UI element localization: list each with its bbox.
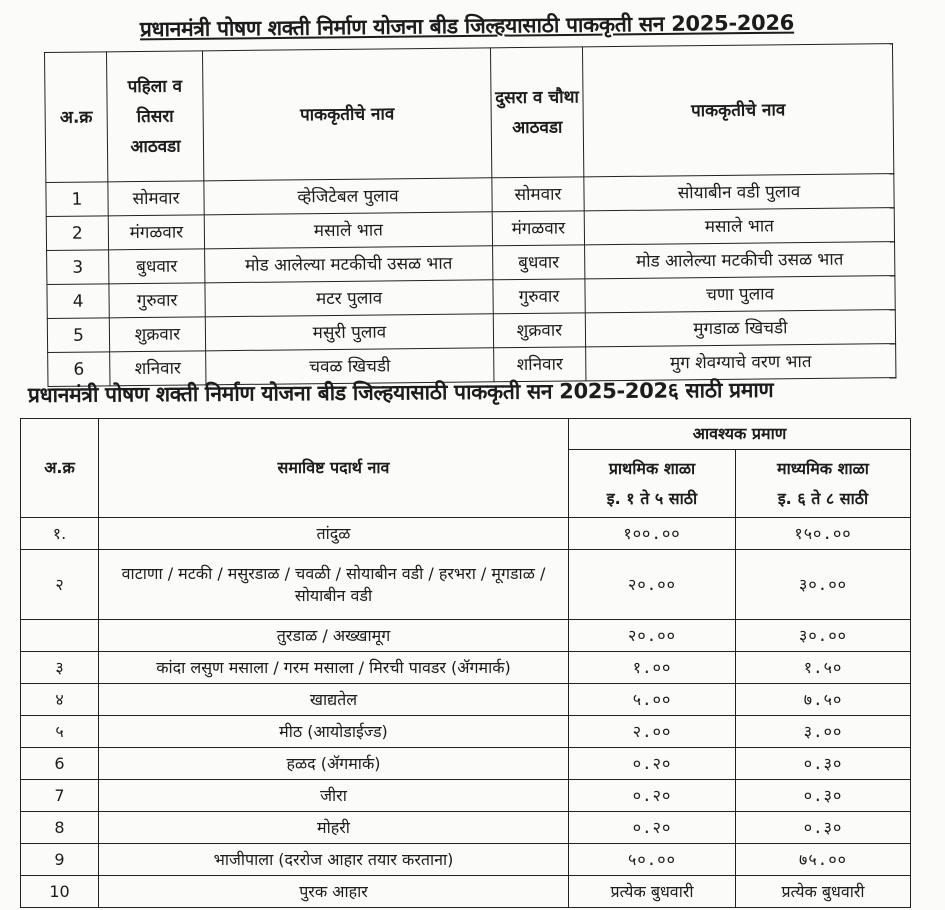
day-cell: बुधवार: [109, 249, 205, 284]
primary-qty-cell: २०.००: [569, 620, 736, 652]
header-dish-name-2: पाककृतीचे नाव: [582, 44, 893, 177]
header-secondary-school: [736, 450, 911, 518]
weekly-menu-table: [44, 43, 896, 387]
secondary-qty-cell: १.५०: [736, 652, 911, 684]
day-cell: मंगळवार: [492, 211, 584, 246]
ingredient-cell: खाद्यतेल: [99, 684, 569, 716]
dish-cell: मसुरी पुलाव: [205, 314, 493, 351]
dish-cell: मोड आलेल्या मटकीची उसळ भात: [205, 246, 493, 283]
header-serial: अ.क्र: [45, 52, 108, 183]
serial-cell: 7: [21, 780, 99, 812]
primary-qty-cell: २०.००: [569, 550, 736, 620]
serial-cell: 4: [47, 284, 109, 319]
ingredient-cell: जीरा: [99, 780, 569, 812]
serial-cell: 2: [46, 216, 108, 251]
quantity-row: [21, 812, 911, 844]
quantity-table-title: प्रधानमंत्री पोषण शक्ती निर्माण योजना बीड जिल्हयासाठी पाककृती सन 2025-202६ साठी प्रमाण: [27, 377, 774, 408]
menu-table-body: [46, 174, 896, 387]
quantity-table-body: [21, 518, 911, 908]
day-cell: सोमवार: [108, 181, 204, 216]
header-week-1-3: पहिला व तिसरा आठवडा: [107, 51, 204, 182]
serial-cell: 8: [21, 812, 99, 844]
primary-qty-cell: ५.००: [569, 684, 736, 716]
secondary-qty-cell: प्रत्येक बुधवारी: [736, 876, 911, 908]
serial-cell: 9: [21, 844, 99, 876]
dish-cell: मोड आलेल्या मटकीची उसळ भात: [585, 242, 895, 279]
primary-qty-cell: २.००: [569, 716, 736, 748]
ingredient-cell: वाटाणा / मटकी / मसुरडाळ / चवळी / सोयाबीन वडी / हरभरा / मूगडाळ / सोयाबीन वडी: [99, 550, 569, 620]
menu-table-title: प्रधानमंत्री पोषण शक्ती निर्माण योजना बीड जिल्हयासाठी पाककृती सन 2025-2026: [139, 10, 795, 42]
day-cell: बुधवार: [493, 245, 585, 280]
secondary-qty-cell: १५०.००: [736, 518, 911, 550]
dish-cell: चणा पुलाव: [585, 276, 895, 313]
dish-cell: मसाले भात: [584, 208, 894, 245]
header-week-2-4: दुसरा व चौथा आठवडा: [490, 47, 583, 178]
day-cell: सोमवार: [492, 177, 584, 212]
serial-cell: १.: [21, 518, 99, 550]
header-primary-school: [569, 450, 736, 518]
serial-cell: 10: [21, 876, 99, 908]
ingredient-quantity-table: [20, 418, 911, 908]
primary-qty-cell: ०.२०: [569, 780, 736, 812]
secondary-qty-cell: ३.००: [736, 716, 911, 748]
ingredient-cell: तांदुळ: [99, 518, 569, 550]
quantity-row: [21, 876, 911, 908]
secondary-qty-cell: ३०.००: [736, 550, 911, 620]
ingredient-cell: कांदा लसुण मसाला / गरम मसाला / मिरची पावडर (ॲगमार्क): [99, 652, 569, 684]
day-cell: शनिवार: [110, 351, 206, 386]
dish-cell: मुग शेवग्याचे वरण भात: [586, 344, 896, 381]
secondary-qty-cell: ०.३०: [736, 748, 911, 780]
dish-cell: मुगडाळ खिचडी: [585, 310, 895, 347]
header-ingredient: समाविष्ट पदार्थ नाव: [99, 419, 569, 518]
secondary-school-label: माध्यमिक शाळा: [777, 458, 869, 478]
secondary-qty-cell: ३०.००: [736, 620, 911, 652]
quantity-row: [21, 550, 911, 620]
serial-cell: ३: [21, 652, 99, 684]
quantity-row: [21, 684, 911, 716]
day-cell: शुक्रवार: [109, 317, 205, 352]
serial-cell: 6: [21, 748, 99, 780]
dish-cell: सोयाबीन वडी पुलाव: [584, 174, 894, 211]
serial-cell: ५: [21, 716, 99, 748]
primary-qty-cell: ५०.००: [569, 844, 736, 876]
primary-school-label: प्राथमिक शाळा: [608, 458, 696, 478]
quantity-row: [21, 780, 911, 812]
secondary-qty-cell: ७.५०: [736, 684, 911, 716]
quantity-row: [21, 716, 911, 748]
quantity-row: [21, 652, 911, 684]
quantity-row: [21, 748, 911, 780]
secondary-qty-cell: ७५.००: [736, 844, 911, 876]
header-dish-name-1: पाककृतीचे नाव: [202, 48, 491, 181]
dish-cell: मटर पुलाव: [205, 280, 493, 317]
ingredient-cell: तुरडाळ / अख्खामूग: [99, 620, 569, 652]
dish-cell: व्हेजिटेबल पुलाव: [204, 178, 492, 215]
quantity-row: [21, 518, 911, 550]
dish-cell: चवळ खिचडी: [206, 348, 494, 385]
primary-qty-cell: ०.२०: [569, 812, 736, 844]
secondary-qty-cell: ०.३०: [736, 780, 911, 812]
ingredient-cell: मोहरी: [99, 812, 569, 844]
day-cell: मंगळवार: [108, 215, 204, 250]
serial-cell: 6: [48, 352, 110, 387]
header-required-quantity: आवश्यक प्रमाण: [569, 419, 911, 450]
header-serial: अ.क्र: [21, 419, 99, 518]
secondary-qty-cell: ०.३०: [736, 812, 911, 844]
serial-cell: २: [21, 550, 99, 620]
dish-cell: मसाले भात: [204, 212, 492, 249]
day-cell: शुक्रवार: [493, 313, 585, 348]
primary-school-grades: इ. १ ते ५ साठी: [606, 488, 698, 508]
serial-cell: 1: [46, 182, 108, 217]
quantity-row: [21, 620, 911, 652]
quantity-row: [21, 844, 911, 876]
day-cell: शनिवार: [494, 347, 586, 382]
serial-cell: ४: [21, 684, 99, 716]
primary-qty-cell: १.००: [569, 652, 736, 684]
day-cell: गुरुवार: [109, 283, 205, 318]
serial-cell: 5: [47, 318, 109, 353]
ingredient-cell: भाजीपाला (दररोज आहार तयार करताना): [99, 844, 569, 876]
primary-qty-cell: १००.००: [569, 518, 736, 550]
ingredient-cell: पुरक आहार: [99, 876, 569, 908]
primary-qty-cell: ०.२०: [569, 748, 736, 780]
primary-qty-cell: प्रत्येक बुधवारी: [569, 876, 736, 908]
serial-cell: 3: [47, 250, 109, 285]
secondary-school-grades: इ. ६ ते ८ साठी: [777, 488, 869, 508]
serial-cell: [21, 620, 99, 652]
day-cell: गुरुवार: [493, 279, 585, 314]
ingredient-cell: मीठ (आयोडाईज्ड): [99, 716, 569, 748]
ingredient-cell: हळद (ॲगमार्क): [99, 748, 569, 780]
